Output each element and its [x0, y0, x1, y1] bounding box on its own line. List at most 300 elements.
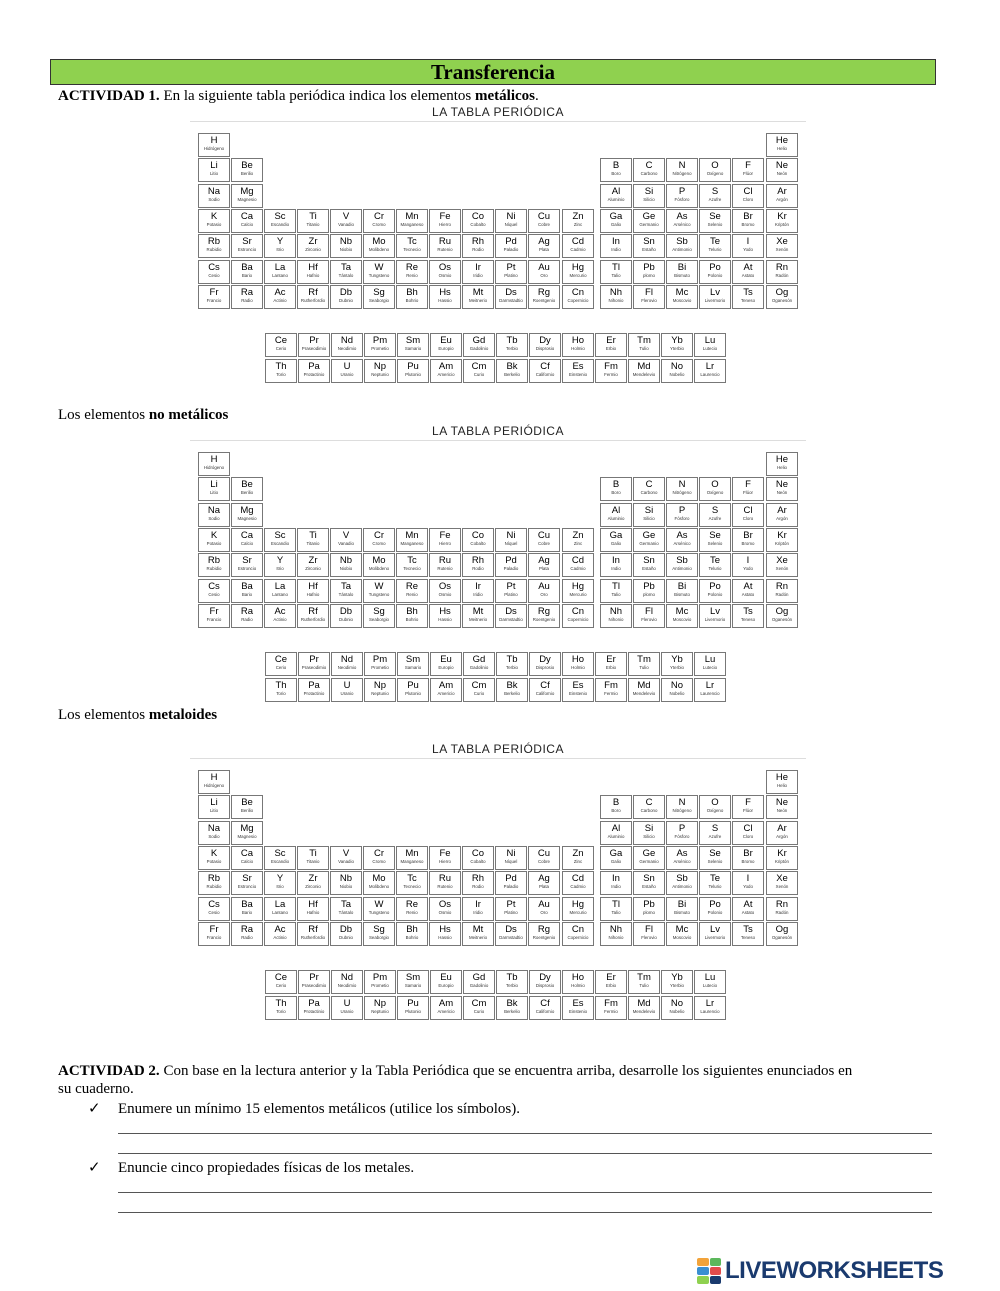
element-cell[interactable]	[595, 996, 627, 1020]
element-cell[interactable]	[495, 604, 527, 628]
element-cell[interactable]	[463, 678, 495, 702]
element-cell[interactable]	[732, 260, 764, 284]
element-cell[interactable]	[396, 579, 428, 603]
element-cell[interactable]	[231, 579, 263, 603]
element-cell[interactable]	[732, 821, 764, 845]
element-cell[interactable]	[666, 158, 698, 182]
element-cell[interactable]	[264, 553, 296, 577]
element-cell[interactable]	[732, 528, 764, 552]
element-cell[interactable]	[330, 846, 362, 870]
element-cell[interactable]	[528, 234, 560, 258]
element-cell[interactable]	[600, 871, 632, 895]
element-cell[interactable]	[198, 922, 230, 946]
element-cell[interactable]	[666, 579, 698, 603]
element-cell[interactable]	[766, 260, 798, 284]
element-cell[interactable]	[528, 260, 560, 284]
element-cell[interactable]	[496, 678, 528, 702]
element-cell[interactable]	[265, 333, 297, 357]
element-cell[interactable]	[397, 678, 429, 702]
element-cell[interactable]	[528, 528, 560, 552]
element-cell[interactable]	[429, 897, 461, 921]
element-cell[interactable]	[699, 184, 731, 208]
element-cell[interactable]	[600, 503, 632, 527]
element-cell[interactable]	[661, 652, 693, 676]
element-cell[interactable]	[633, 184, 665, 208]
element-cell[interactable]	[562, 678, 594, 702]
element-cell[interactable]	[231, 184, 263, 208]
element-cell[interactable]	[661, 970, 693, 994]
element-cell[interactable]	[628, 970, 660, 994]
element-cell[interactable]	[297, 922, 329, 946]
element-cell[interactable]	[231, 846, 263, 870]
element-cell[interactable]	[699, 579, 731, 603]
element-cell[interactable]	[463, 652, 495, 676]
element-cell[interactable]	[264, 871, 296, 895]
element-cell[interactable]	[297, 260, 329, 284]
element-cell[interactable]	[766, 133, 798, 157]
element-cell[interactable]	[495, 579, 527, 603]
element-cell[interactable]	[699, 209, 731, 233]
element-cell[interactable]	[429, 528, 461, 552]
element-cell[interactable]	[562, 604, 594, 628]
element-cell[interactable]	[595, 970, 627, 994]
element-cell[interactable]	[766, 553, 798, 577]
element-cell[interactable]	[363, 260, 395, 284]
element-cell[interactable]	[562, 897, 594, 921]
element-cell[interactable]	[430, 678, 462, 702]
element-cell[interactable]	[732, 285, 764, 309]
element-cell[interactable]	[495, 528, 527, 552]
element-cell[interactable]	[429, 871, 461, 895]
element-cell[interactable]	[600, 528, 632, 552]
element-cell[interactable]	[198, 452, 230, 476]
element-cell[interactable]	[628, 678, 660, 702]
element-cell[interactable]	[231, 528, 263, 552]
element-cell[interactable]	[600, 234, 632, 258]
element-cell[interactable]	[732, 579, 764, 603]
element-cell[interactable]	[265, 652, 297, 676]
element-cell[interactable]	[364, 359, 396, 383]
element-cell[interactable]	[766, 922, 798, 946]
element-cell[interactable]	[699, 922, 731, 946]
element-cell[interactable]	[463, 333, 495, 357]
element-cell[interactable]	[264, 528, 296, 552]
element-cell[interactable]	[264, 604, 296, 628]
element-cell[interactable]	[363, 846, 395, 870]
element-cell[interactable]	[297, 897, 329, 921]
element-cell[interactable]	[633, 528, 665, 552]
element-cell[interactable]	[633, 871, 665, 895]
element-cell[interactable]	[666, 553, 698, 577]
element-cell[interactable]	[633, 922, 665, 946]
element-cell[interactable]	[600, 184, 632, 208]
element-cell[interactable]	[699, 158, 731, 182]
element-cell[interactable]	[766, 503, 798, 527]
element-cell[interactable]	[600, 158, 632, 182]
element-cell[interactable]	[699, 285, 731, 309]
element-cell[interactable]	[396, 871, 428, 895]
element-cell[interactable]	[766, 897, 798, 921]
element-cell[interactable]	[430, 652, 462, 676]
element-cell[interactable]	[732, 922, 764, 946]
element-cell[interactable]	[600, 579, 632, 603]
element-cell[interactable]	[528, 922, 560, 946]
element-cell[interactable]	[364, 996, 396, 1020]
element-cell[interactable]	[600, 922, 632, 946]
answer-line[interactable]	[118, 1153, 932, 1154]
element-cell[interactable]	[462, 846, 494, 870]
element-cell[interactable]	[633, 795, 665, 819]
element-cell[interactable]	[633, 503, 665, 527]
element-cell[interactable]	[363, 922, 395, 946]
element-cell[interactable]	[628, 652, 660, 676]
element-cell[interactable]	[732, 553, 764, 577]
element-cell[interactable]	[496, 333, 528, 357]
element-cell[interactable]	[198, 234, 230, 258]
element-cell[interactable]	[600, 897, 632, 921]
element-cell[interactable]	[496, 652, 528, 676]
element-cell[interactable]	[732, 477, 764, 501]
element-cell[interactable]	[600, 477, 632, 501]
element-cell[interactable]	[699, 846, 731, 870]
element-cell[interactable]	[666, 795, 698, 819]
element-cell[interactable]	[528, 871, 560, 895]
element-cell[interactable]	[463, 996, 495, 1020]
element-cell[interactable]	[595, 359, 627, 383]
element-cell[interactable]	[396, 553, 428, 577]
element-cell[interactable]	[298, 996, 330, 1020]
element-cell[interactable]	[699, 260, 731, 284]
element-cell[interactable]	[766, 158, 798, 182]
element-cell[interactable]	[633, 285, 665, 309]
element-cell[interactable]	[330, 528, 362, 552]
element-cell[interactable]	[528, 553, 560, 577]
element-cell[interactable]	[330, 260, 362, 284]
element-cell[interactable]	[231, 871, 263, 895]
element-cell[interactable]	[529, 678, 561, 702]
element-cell[interactable]	[298, 970, 330, 994]
element-cell[interactable]	[298, 678, 330, 702]
element-cell[interactable]	[330, 897, 362, 921]
element-cell[interactable]	[495, 234, 527, 258]
element-cell[interactable]	[264, 234, 296, 258]
element-cell[interactable]	[331, 678, 363, 702]
element-cell[interactable]	[397, 970, 429, 994]
element-cell[interactable]	[264, 922, 296, 946]
element-cell[interactable]	[633, 846, 665, 870]
element-cell[interactable]	[231, 503, 263, 527]
element-cell[interactable]	[198, 871, 230, 895]
element-cell[interactable]	[198, 285, 230, 309]
element-cell[interactable]	[699, 553, 731, 577]
element-cell[interactable]	[363, 579, 395, 603]
element-cell[interactable]	[600, 209, 632, 233]
element-cell[interactable]	[562, 528, 594, 552]
element-cell[interactable]	[462, 234, 494, 258]
element-cell[interactable]	[364, 678, 396, 702]
element-cell[interactable]	[562, 922, 594, 946]
element-cell[interactable]	[666, 260, 698, 284]
element-cell[interactable]	[363, 553, 395, 577]
element-cell[interactable]	[562, 579, 594, 603]
element-cell[interactable]	[766, 184, 798, 208]
element-cell[interactable]	[364, 333, 396, 357]
element-cell[interactable]	[600, 553, 632, 577]
element-cell[interactable]	[264, 897, 296, 921]
element-cell[interactable]	[330, 579, 362, 603]
element-cell[interactable]	[699, 234, 731, 258]
element-cell[interactable]	[297, 579, 329, 603]
element-cell[interactable]	[666, 477, 698, 501]
element-cell[interactable]	[694, 652, 726, 676]
element-cell[interactable]	[430, 359, 462, 383]
element-cell[interactable]	[429, 553, 461, 577]
element-cell[interactable]	[231, 158, 263, 182]
element-cell[interactable]	[331, 359, 363, 383]
element-cell[interactable]	[264, 209, 296, 233]
element-cell[interactable]	[397, 359, 429, 383]
element-cell[interactable]	[364, 652, 396, 676]
element-cell[interactable]	[562, 553, 594, 577]
element-cell[interactable]	[528, 285, 560, 309]
element-cell[interactable]	[633, 579, 665, 603]
element-cell[interactable]	[732, 897, 764, 921]
element-cell[interactable]	[264, 285, 296, 309]
element-cell[interactable]	[198, 770, 230, 794]
element-cell[interactable]	[699, 897, 731, 921]
element-cell[interactable]	[766, 821, 798, 845]
element-cell[interactable]	[766, 528, 798, 552]
element-cell[interactable]	[732, 158, 764, 182]
element-cell[interactable]	[562, 333, 594, 357]
element-cell[interactable]	[363, 528, 395, 552]
element-cell[interactable]	[330, 209, 362, 233]
element-cell[interactable]	[495, 285, 527, 309]
element-cell[interactable]	[462, 871, 494, 895]
element-cell[interactable]	[396, 234, 428, 258]
element-cell[interactable]	[562, 359, 594, 383]
element-cell[interactable]	[732, 184, 764, 208]
element-cell[interactable]	[462, 922, 494, 946]
element-cell[interactable]	[298, 333, 330, 357]
element-cell[interactable]	[264, 579, 296, 603]
element-cell[interactable]	[297, 528, 329, 552]
answer-line[interactable]	[118, 1212, 932, 1213]
element-cell[interactable]	[330, 553, 362, 577]
element-cell[interactable]	[297, 604, 329, 628]
element-cell[interactable]	[699, 871, 731, 895]
element-cell[interactable]	[198, 503, 230, 527]
element-cell[interactable]	[666, 528, 698, 552]
element-cell[interactable]	[363, 234, 395, 258]
element-cell[interactable]	[529, 333, 561, 357]
element-cell[interactable]	[529, 652, 561, 676]
element-cell[interactable]	[666, 846, 698, 870]
element-cell[interactable]	[766, 209, 798, 233]
element-cell[interactable]	[397, 333, 429, 357]
element-cell[interactable]	[595, 652, 627, 676]
element-cell[interactable]	[495, 209, 527, 233]
element-cell[interactable]	[397, 652, 429, 676]
element-cell[interactable]	[231, 477, 263, 501]
element-cell[interactable]	[430, 996, 462, 1020]
element-cell[interactable]	[396, 922, 428, 946]
element-cell[interactable]	[528, 846, 560, 870]
element-cell[interactable]	[429, 234, 461, 258]
element-cell[interactable]	[766, 846, 798, 870]
element-cell[interactable]	[600, 604, 632, 628]
element-cell[interactable]	[732, 871, 764, 895]
element-cell[interactable]	[732, 846, 764, 870]
element-cell[interactable]	[331, 996, 363, 1020]
element-cell[interactable]	[562, 260, 594, 284]
element-cell[interactable]	[496, 996, 528, 1020]
element-cell[interactable]	[528, 209, 560, 233]
element-cell[interactable]	[396, 285, 428, 309]
element-cell[interactable]	[297, 871, 329, 895]
element-cell[interactable]	[231, 795, 263, 819]
element-cell[interactable]	[562, 871, 594, 895]
element-cell[interactable]	[633, 553, 665, 577]
element-cell[interactable]	[231, 553, 263, 577]
element-cell[interactable]	[297, 209, 329, 233]
element-cell[interactable]	[666, 234, 698, 258]
element-cell[interactable]	[699, 477, 731, 501]
element-cell[interactable]	[198, 209, 230, 233]
element-cell[interactable]	[198, 821, 230, 845]
element-cell[interactable]	[430, 970, 462, 994]
element-cell[interactable]	[231, 821, 263, 845]
element-cell[interactable]	[198, 897, 230, 921]
element-cell[interactable]	[766, 795, 798, 819]
element-cell[interactable]	[430, 333, 462, 357]
element-cell[interactable]	[330, 922, 362, 946]
element-cell[interactable]	[265, 359, 297, 383]
element-cell[interactable]	[231, 234, 263, 258]
element-cell[interactable]	[231, 897, 263, 921]
element-cell[interactable]	[265, 678, 297, 702]
element-cell[interactable]	[661, 359, 693, 383]
element-cell[interactable]	[529, 996, 561, 1020]
element-cell[interactable]	[198, 579, 230, 603]
element-cell[interactable]	[666, 209, 698, 233]
element-cell[interactable]	[766, 285, 798, 309]
element-cell[interactable]	[633, 209, 665, 233]
element-cell[interactable]	[628, 333, 660, 357]
element-cell[interactable]	[265, 970, 297, 994]
element-cell[interactable]	[732, 503, 764, 527]
element-cell[interactable]	[396, 604, 428, 628]
element-cell[interactable]	[732, 795, 764, 819]
element-cell[interactable]	[766, 234, 798, 258]
element-cell[interactable]	[495, 846, 527, 870]
element-cell[interactable]	[628, 359, 660, 383]
element-cell[interactable]	[363, 871, 395, 895]
element-cell[interactable]	[330, 285, 362, 309]
element-cell[interactable]	[496, 359, 528, 383]
element-cell[interactable]	[633, 897, 665, 921]
element-cell[interactable]	[699, 604, 731, 628]
element-cell[interactable]	[462, 260, 494, 284]
element-cell[interactable]	[666, 184, 698, 208]
element-cell[interactable]	[297, 285, 329, 309]
element-cell[interactable]	[330, 604, 362, 628]
element-cell[interactable]	[600, 795, 632, 819]
element-cell[interactable]	[429, 846, 461, 870]
element-cell[interactable]	[699, 795, 731, 819]
element-cell[interactable]	[694, 678, 726, 702]
element-cell[interactable]	[766, 770, 798, 794]
element-cell[interactable]	[297, 846, 329, 870]
element-cell[interactable]	[495, 922, 527, 946]
element-cell[interactable]	[661, 678, 693, 702]
element-cell[interactable]	[528, 579, 560, 603]
element-cell[interactable]	[562, 652, 594, 676]
element-cell[interactable]	[396, 897, 428, 921]
element-cell[interactable]	[331, 970, 363, 994]
element-cell[interactable]	[231, 209, 263, 233]
element-cell[interactable]	[396, 846, 428, 870]
element-cell[interactable]	[198, 477, 230, 501]
element-cell[interactable]	[231, 604, 263, 628]
element-cell[interactable]	[198, 846, 230, 870]
element-cell[interactable]	[562, 996, 594, 1020]
element-cell[interactable]	[429, 285, 461, 309]
element-cell[interactable]	[363, 897, 395, 921]
element-cell[interactable]	[766, 871, 798, 895]
element-cell[interactable]	[396, 209, 428, 233]
element-cell[interactable]	[699, 528, 731, 552]
element-cell[interactable]	[297, 553, 329, 577]
element-cell[interactable]	[694, 359, 726, 383]
element-cell[interactable]	[462, 604, 494, 628]
element-cell[interactable]	[666, 897, 698, 921]
element-cell[interactable]	[562, 970, 594, 994]
element-cell[interactable]	[732, 234, 764, 258]
element-cell[interactable]	[264, 260, 296, 284]
element-cell[interactable]	[600, 260, 632, 284]
element-cell[interactable]	[766, 604, 798, 628]
element-cell[interactable]	[429, 922, 461, 946]
element-cell[interactable]	[198, 528, 230, 552]
element-cell[interactable]	[766, 579, 798, 603]
element-cell[interactable]	[694, 333, 726, 357]
element-cell[interactable]	[298, 359, 330, 383]
element-cell[interactable]	[666, 871, 698, 895]
element-cell[interactable]	[732, 604, 764, 628]
element-cell[interactable]	[429, 579, 461, 603]
element-cell[interactable]	[495, 897, 527, 921]
element-cell[interactable]	[429, 604, 461, 628]
element-cell[interactable]	[528, 604, 560, 628]
element-cell[interactable]	[198, 184, 230, 208]
element-cell[interactable]	[231, 260, 263, 284]
element-cell[interactable]	[694, 970, 726, 994]
element-cell[interactable]	[495, 260, 527, 284]
element-cell[interactable]	[732, 209, 764, 233]
element-cell[interactable]	[462, 209, 494, 233]
element-cell[interactable]	[231, 285, 263, 309]
element-cell[interactable]	[330, 871, 362, 895]
element-cell[interactable]	[462, 553, 494, 577]
element-cell[interactable]	[265, 996, 297, 1020]
element-cell[interactable]	[628, 996, 660, 1020]
element-cell[interactable]	[661, 333, 693, 357]
answer-line[interactable]	[118, 1192, 932, 1193]
element-cell[interactable]	[666, 922, 698, 946]
element-cell[interactable]	[363, 209, 395, 233]
element-cell[interactable]	[331, 333, 363, 357]
